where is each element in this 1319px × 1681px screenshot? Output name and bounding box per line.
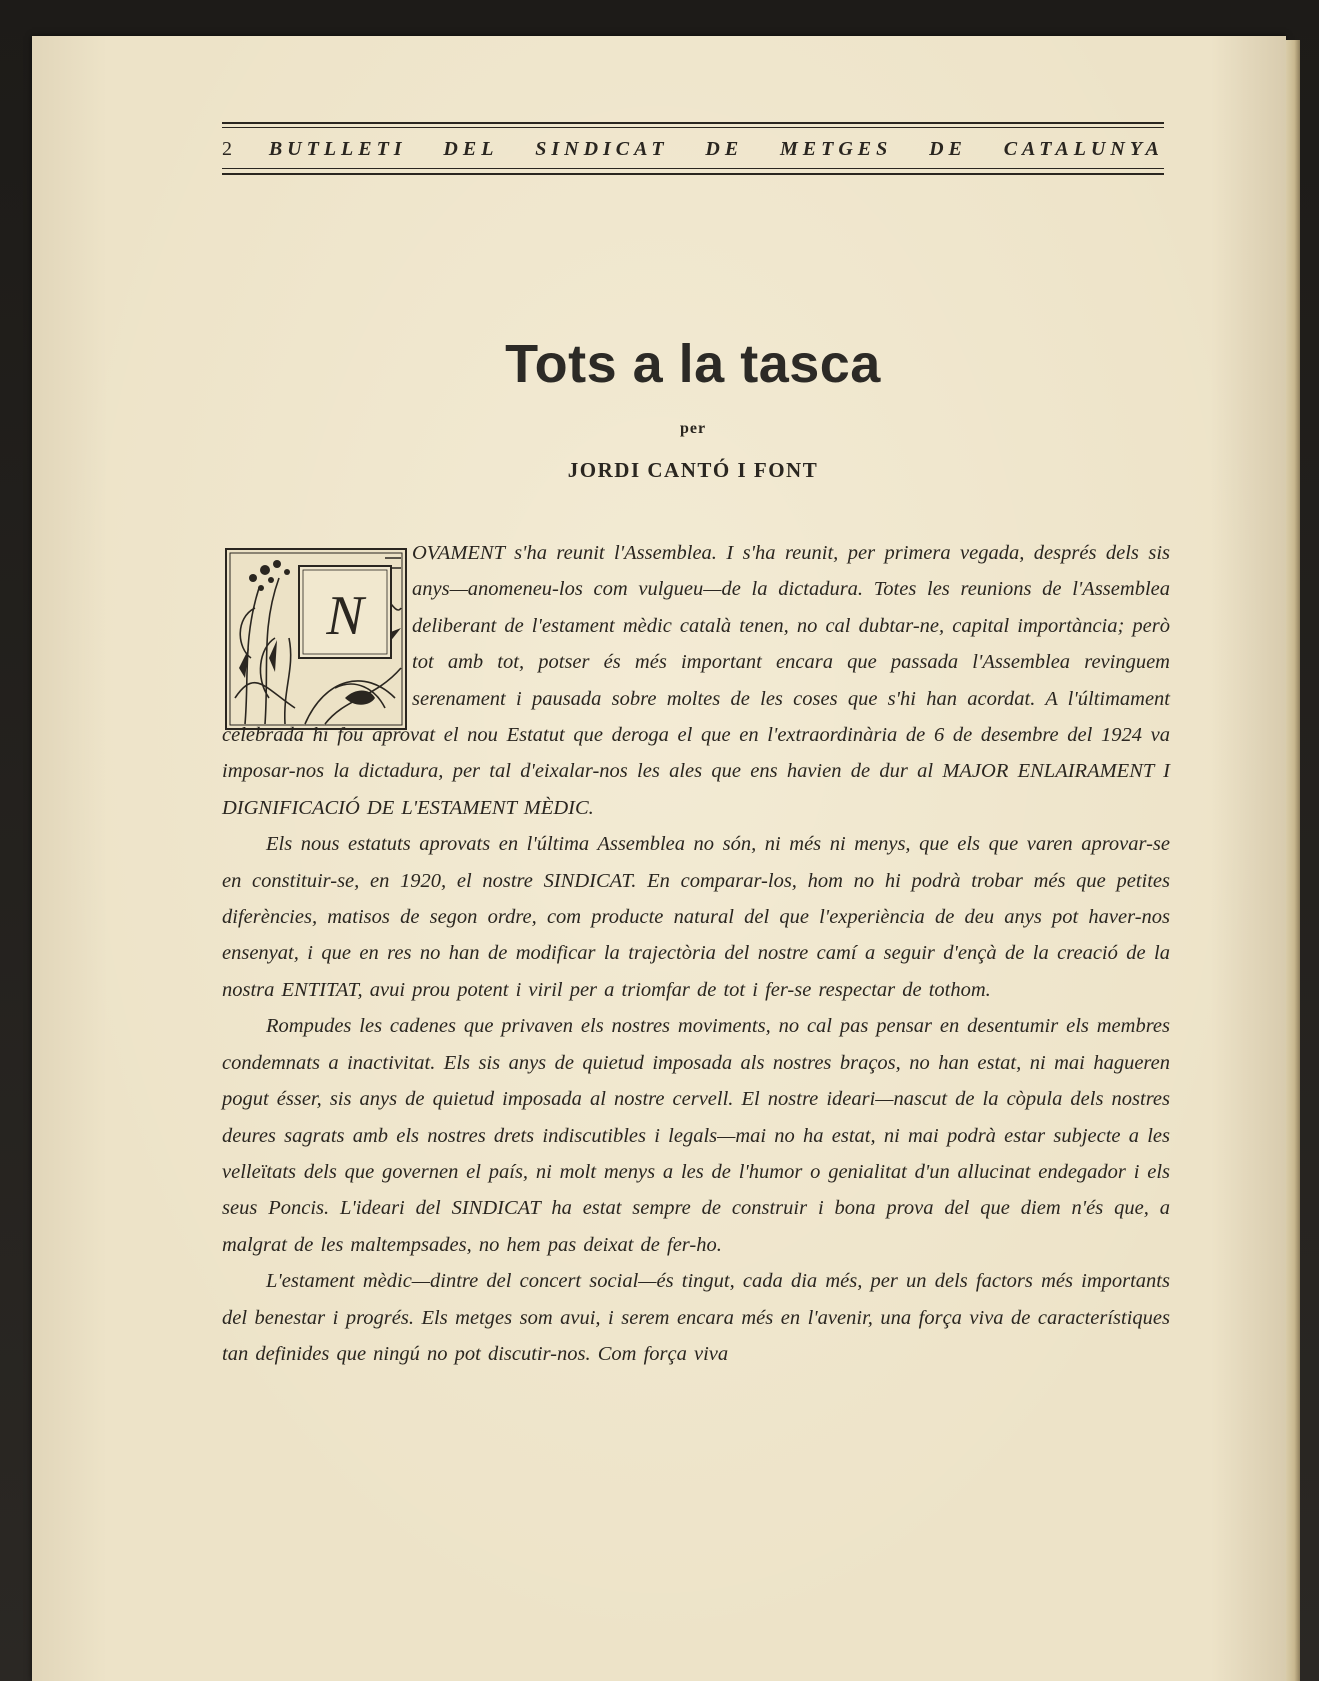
running-header <box>222 122 1164 182</box>
running-title-word: DE <box>929 138 967 160</box>
article-title: Tots a la tasca <box>505 334 881 394</box>
running-title-word: CATALUNYA <box>1003 138 1164 160</box>
article-paragraph: Rompudes les cadenes que privaven els nostres moviments, no cal pas pensar en desentumir els membres condemnats a inactivitat. Els sis anys de quietud imposada als nostres braços, no han estat, ni mai hagueren pogut ésser, sis anys de quietud imposada al nostre cervell. El nostre ideari—nascut de la còpula dels nostres deures sagrats amb els nostres drets indiscutibles i legals—mai no ha estat, ni mai podrà estar subjecte a les velleïtats dels que governen el país, ni molt menys a les de l'humor o genialitat d'un allucinat endegador i els seus Poncis. L'ideari del SINDICAT ha estat sempre de construir i bona prova del que diem n'és que, a malgrat de les maltempsades, no hem pas deixat de fer-ho. <box>222 1015 1170 1256</box>
running-title <box>222 138 1164 161</box>
next-page-edge <box>1286 40 1300 1681</box>
page-number: 2 <box>222 138 232 160</box>
article-paragraph: OVAMENT s'ha reunit l'Assemblea. I s'ha reunit, per primera vegada, després dels sis anys—anomeneu-los com vulgueu—de la dictadura. Totes les reunions de l'Assemblea deliberant de l'estament mèdic català tenen, no cal dubtar-ne, capital importància; però tot amb tot, potser és més important encara que passada l'Assemblea revinguem serenament i pausada sobre moltes de les coses que s'hi han acordat. A l'últimament celebrada hi fou aprovat el nou Estatut que deroga el que en l'extraordinària de 6 de desembre del 1924 va imposar-nos la dictadura, per tal d'eixalar-nos les ales que ens havien de dur al MAJOR ENLAIRAMENT I DIGNIFICACIÓ DE L'ESTAMENT MÈDIC. <box>222 542 1170 819</box>
article-body <box>222 535 1170 1372</box>
drop-cap-letter: N <box>326 585 364 647</box>
article-author: JORDI CANTÓ I FONT <box>567 458 819 482</box>
running-title-word: METGES <box>780 138 893 160</box>
header-bottom-rule-thin <box>222 168 1164 169</box>
running-title-word: SINDICAT <box>535 138 669 160</box>
article-paragraph: L'estament mèdic—dintre del concert social—és tingut, cada dia més, per un dels factors més importants del benestar i progrés. Els metges som avui, i serem encara més en l'avenir, una força viva de característiques tan definides que ningú no pot discutir-nos. Com força viva <box>222 1270 1170 1365</box>
running-title-word: BUTLLETI <box>268 138 407 160</box>
running-title-word: DEL <box>443 138 499 160</box>
header-top-rule <box>222 122 1164 124</box>
article-paragraph: Els nous estatuts aprovats en l'última Assemblea no són, ni més ni menys, que els que varen aprovar-se en constituir-se, en 1920, el nostre SINDICAT. En comparar-los, hom no hi podrà trobar més que petites diferències, matisos de segon ordre, com producte natural del que l'experiència de deu anys pot haver-nos ensenyat, i que en res no han de modificar la trajectòria del nostre camí a seguir d'ençà de la creació de la nostra ENTITAT, avui prou potent i viril per a triomfar de tot i fer-se respectar de tothom. <box>222 833 1170 1001</box>
drop-cap-spacer <box>222 535 412 717</box>
running-title-word: DE <box>705 138 744 160</box>
header-bottom-rule <box>222 173 1164 175</box>
header-top-rule-thin <box>222 127 1164 128</box>
byline-prefix: per <box>679 420 707 437</box>
